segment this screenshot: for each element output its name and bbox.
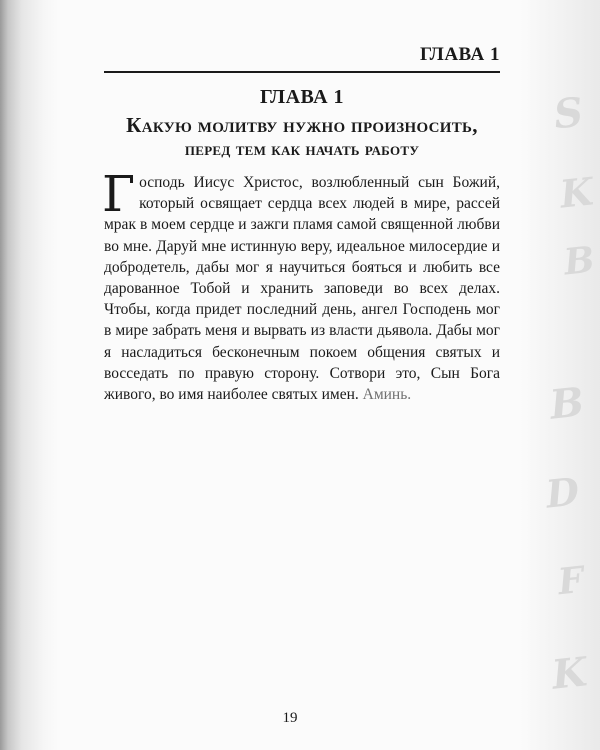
page-number: 19 [282, 710, 298, 726]
bleed-glyph: K [549, 648, 590, 699]
bleed-glyph: B [547, 378, 587, 429]
header-rule [104, 71, 500, 73]
bleed-glyph: D [543, 468, 582, 517]
prayer-paragraph [102, 165, 500, 405]
prayer-text: осподь Иисус Христос, возлюбленный сын Божий, который освящает сердца всех людей в мире, рассей мрак в моем сердце и зажги пламя самой священной любви во мне. Даруй мне истинную веру, идеальное милосердие и добродетель, дабы мог я научиться бояться и любить все дарованное Тобой и хранить заповеди во всех делах. Чтобы, когда придет последний день, ангел Господень мог в мире забрать меня и вырвать из власти дьявола. Дабы мог я насладиться бесконечным покоем общения святых и восседать по правую сторону. Сотвори это, Сын Бога живого, во имя наиболее святых имен. [104, 174, 500, 404]
scan-edge-shadow [0, 0, 58, 750]
bleed-glyph: B [561, 238, 597, 284]
chapter-heading-line1: Какую молитву нужно произносить, [126, 113, 478, 137]
drop-cap: Г [102, 165, 136, 223]
facing-page-bleed [520, 0, 600, 750]
bleed-glyph: K [557, 168, 596, 217]
closing-word: Аминь. [362, 386, 412, 404]
running-head: ГЛАВА 1 [419, 44, 500, 65]
bleed-glyph: F [555, 558, 586, 604]
chapter-heading-line2: перед тем как начать работу [184, 139, 420, 160]
chapter-title: ГЛАВА 1 [259, 86, 345, 108]
bleed-glyph: S [551, 88, 586, 139]
